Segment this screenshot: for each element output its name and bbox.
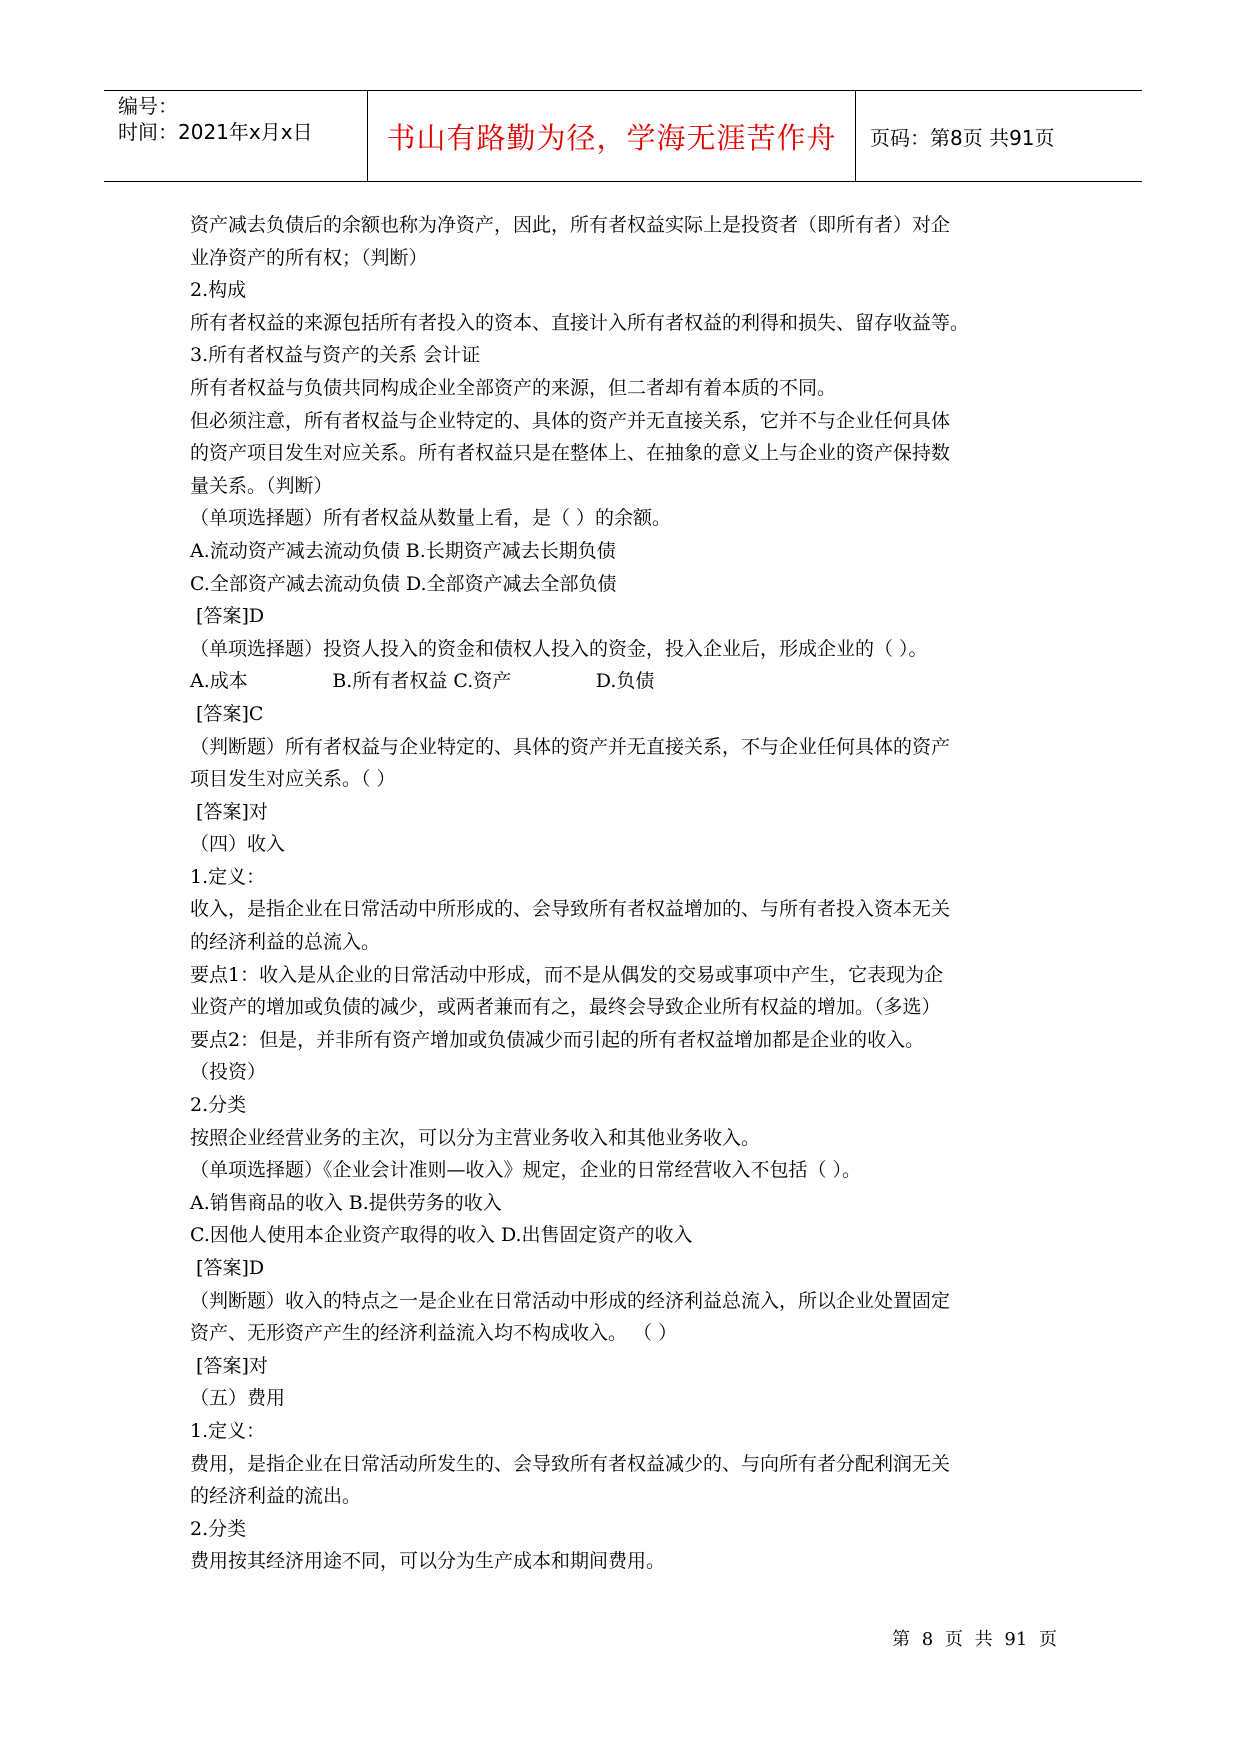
text-line: （五）费用 [190,1387,286,1410]
page-header [104,90,1142,182]
text-line: 的经济利益的总流入。 [190,931,381,954]
text-line: A.流动资产减去流动负债 B.长期资产减去长期负债 [190,539,616,562]
text-line: 1.定义： [190,865,266,888]
page-footer: 第 8 页 共 91 页 [892,1629,1057,1650]
text-line: （判断题）收入的特点之一是企业在日常活动中形成的经济利益总流入，所以企业处置固定 [190,1289,951,1312]
text-line: 资产、无形资产产生的经济利益流入均不构成收入。 （ ） [190,1322,678,1345]
text-line: （四）收入 [190,833,286,856]
text-line: 3.所有者权益与资产的关系 会计证 [190,344,481,367]
text-line: 所有者权益与负债共同构成企业全部资产的来源，但二者却有着本质的不同。 [190,376,837,399]
text-line: 量关系。（判断） [190,474,333,497]
text-line: A.成本 B.所有者权益 C.资产 D.负债 [190,670,655,693]
document-body [190,209,1060,1578]
text-line: C.全部资产减去流动负债 D.全部资产减去全部负债 [190,572,617,595]
text-line: C.因他人使用本企业资产取得的收入 D.出售固定资产的收入 [190,1224,693,1247]
header-page-label: 页码：第8页 共91页 [870,125,1055,150]
text-line: 但必须注意，所有者权益与企业特定的、具体的资产并无直接关系，它并不与企业任何具体 [190,409,951,432]
text-line: [答案]C [190,702,264,725]
text-line: 项目发生对应关系。（ ） [190,768,396,791]
serial-label: 编号： [118,94,178,118]
header-left-cell [104,91,368,181]
text-line: [答案]D [190,605,265,628]
text-line: [答案]D [190,1257,265,1279]
time-label: 时间：2021年x月x日 [118,120,313,144]
header-motto: 书山有路勤为径，学海无涯苦作舟 [368,91,856,181]
text-line: （单项选择题）《企业会计准则—收入》规定，企业的日常经营收入不包括（ ）。 [190,1159,862,1182]
text-line: 费用按其经济用途不同，可以分为生产成本和期间费用。 [190,1550,666,1573]
text-line: [答案]对 [190,800,268,823]
text-line: 要点1：收入是从企业的日常活动中形成，而不是从偶发的交易或事项中产生，它表现为企 [190,963,944,986]
text-line: 业资产的增加或负债的减少，或两者兼而有之，最终会导致企业所有权益的增加。（多选） [190,996,941,1019]
text-line: 要点2：但是，并非所有资产增加或负债减少而引起的所有者权益增加都是企业的收入。 [190,1028,925,1051]
text-line: 的经济利益的流出。 [190,1485,362,1508]
text-line: （投资） [190,1061,267,1084]
text-line: （单项选择题）所有者权益从数量上看，是（ ）的余额。 [190,507,672,530]
text-line: 资产减去负债后的余额也称为净资产，因此，所有者权益实际上是投资者（即所有者）对企 [190,214,951,236]
text-line: 费用，是指企业在日常活动所发生的、会导致所有者权益减少的、与向所有者分配利润无关 [190,1452,951,1475]
text-line: （判断题）所有者权益与企业特定的、具体的资产并无直接关系，不与企业任何具体的资产 [190,735,951,758]
text-line: 按照企业经营业务的主次，可以分为主营业务收入和其他业务收入。 [190,1126,761,1149]
text-line: （单项选择题）投资人投入的资金和债权人投入的资金，投入企业后，形成企业的（ ）。 [190,637,928,660]
text-line: 收入，是指企业在日常活动中所形成的、会导致所有者权益增加的、与所有者投入资本无关 [190,898,951,921]
text-line: 2.分类 [190,1094,247,1117]
text-line: [答案]对 [190,1354,268,1377]
text-line: 2.构成 [190,279,247,302]
text-line: 2.分类 [190,1517,247,1540]
text-line: 1.定义： [190,1419,266,1442]
text-line: A.销售商品的收入 B.提供劳务的收入 [190,1191,502,1214]
text-line: 业净资产的所有权；（判断） [190,246,428,269]
text-line: 所有者权益的来源包括所有者投入的资本、直接计入所有者权益的利得和损失、留存收益等。 [190,311,970,334]
text-line: 的资产项目发生对应关系。所有者权益只是在整体上、在抽象的意义上与企业的资产保持数 [190,442,951,465]
